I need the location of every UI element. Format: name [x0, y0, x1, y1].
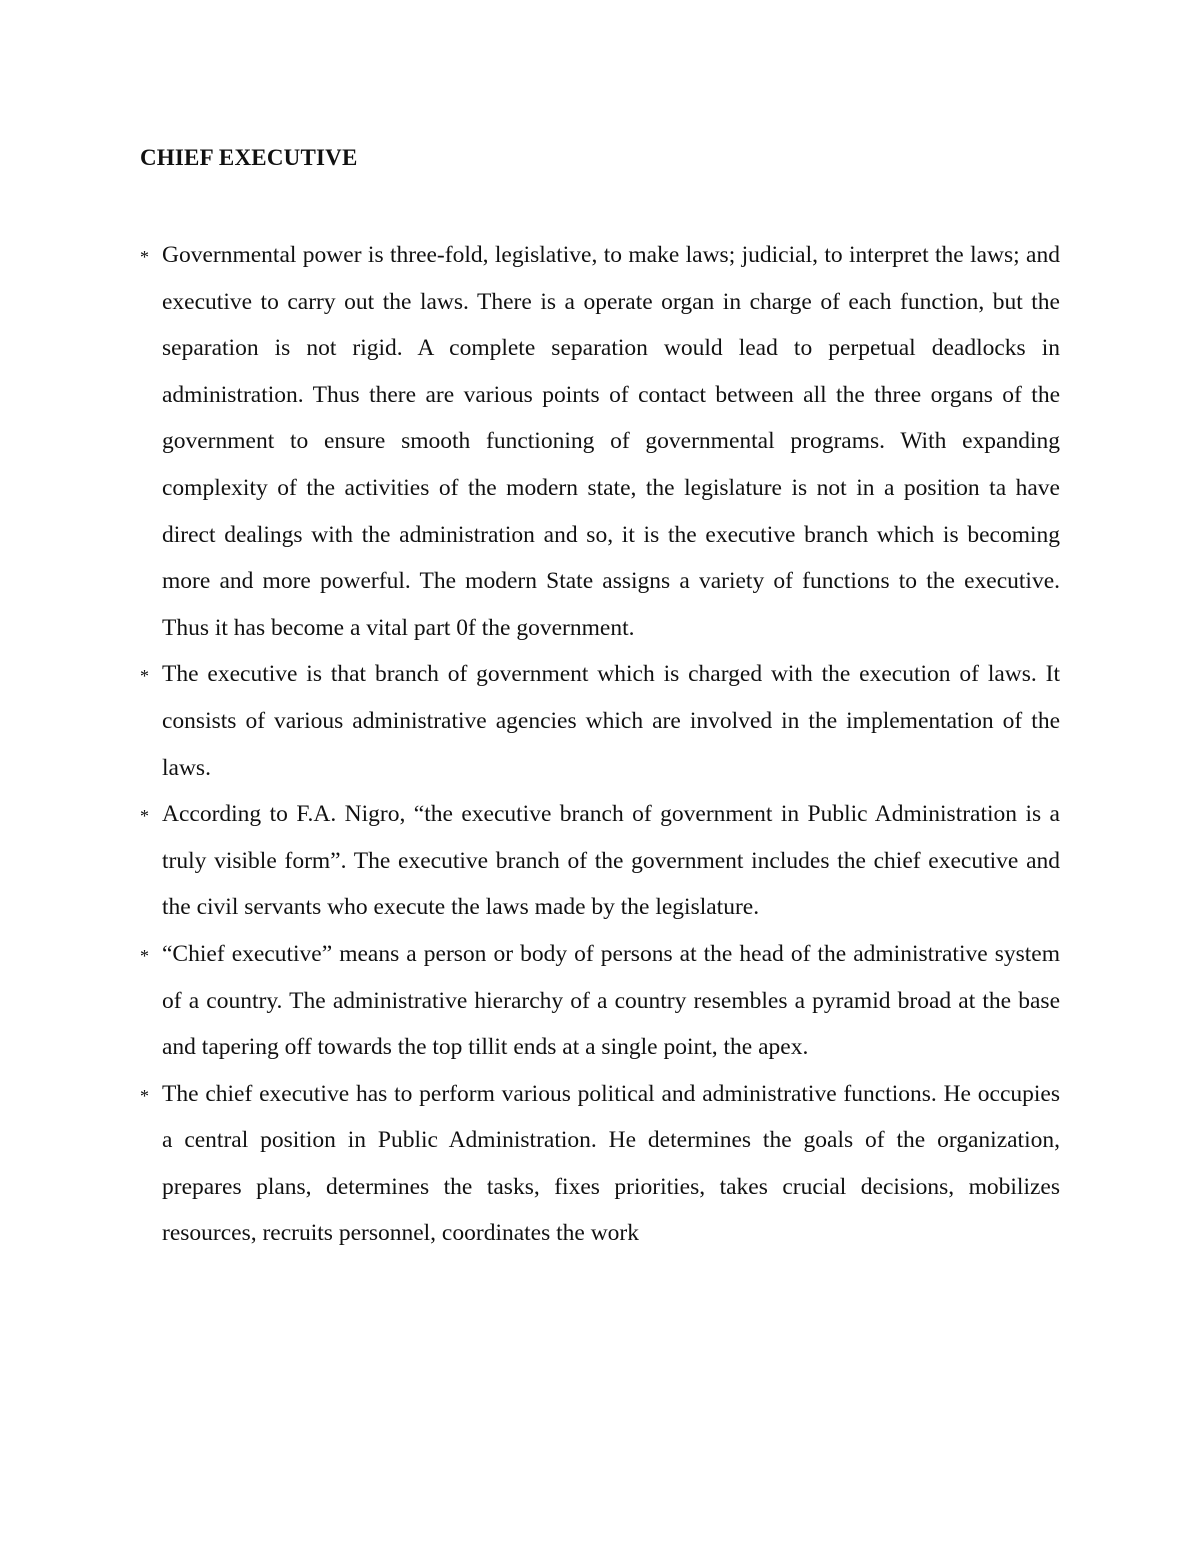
bullet-item-executive-definition — [140, 651, 1060, 791]
bullet-item-chief-executive-meaning — [140, 931, 1060, 1071]
bullet-asterisk-icon: * — [140, 666, 149, 687]
bullet-item-nigro-quote — [140, 791, 1060, 931]
bullet-asterisk-icon: * — [140, 1085, 149, 1106]
bullet-text: “Chief executive” means a person or body of persons at the head of the administrative system of a country. The administrative hierarchy of a country resembles a pyramid broad at the base and tapering off towards the top tillit ends at a single point, the apex. — [162, 940, 1060, 1061]
bullet-text: The executive is that branch of government which is charged with the execution of laws. It consists of various administrative agencies which are involved in the implementation of the laws. — [162, 661, 1060, 781]
bullet-list — [140, 232, 1060, 1257]
bullet-asterisk-icon: * — [140, 247, 149, 267]
bullet-asterisk-icon: * — [140, 945, 149, 966]
page-title: CHIEF EXECUTIVE — [140, 145, 358, 170]
bullet-item-chief-executive-functions — [140, 1071, 1060, 1257]
bullet-text: Governmental power is three-fold, legislative, to make laws; judicial, to interpret the laws; and executive to carry out the laws. There is a operate organ in charge of each function, but the separation is not rigid. A complete separation would lead to perpetual deadlocks in administration. Thus there are various points of contact between all the three organs of the government to ensure smooth functioning of governmental programs. With expanding complexity of the activities of the modern state, the legislature is not in a position ta have direct dealings with the administration and so, it is the executive branch which is becoming more and more powerful. The modern State assigns a variety of functions to the executive. Thus it has become a vital part 0f the government. — [162, 242, 1060, 641]
bullet-text: The chief executive has to perform various political and administrative functions. He occupies a central position in Public Administration. He determines the goals of the organization, prepares plans, determines the tasks, fixes priorities, takes crucial decisions, mobilizes resources, recruits personnel, coordinates the work — [162, 1080, 1060, 1247]
bullet-text: According to F.A. Nigro, “the executive branch of government in Public Administration is a truly visible form”. The executive branch of the government includes the chief executive and the civil servants who execute the laws made by the legislature. — [162, 801, 1060, 921]
bullet-asterisk-icon: * — [140, 806, 149, 827]
bullet-item-power-separation — [140, 232, 1060, 651]
